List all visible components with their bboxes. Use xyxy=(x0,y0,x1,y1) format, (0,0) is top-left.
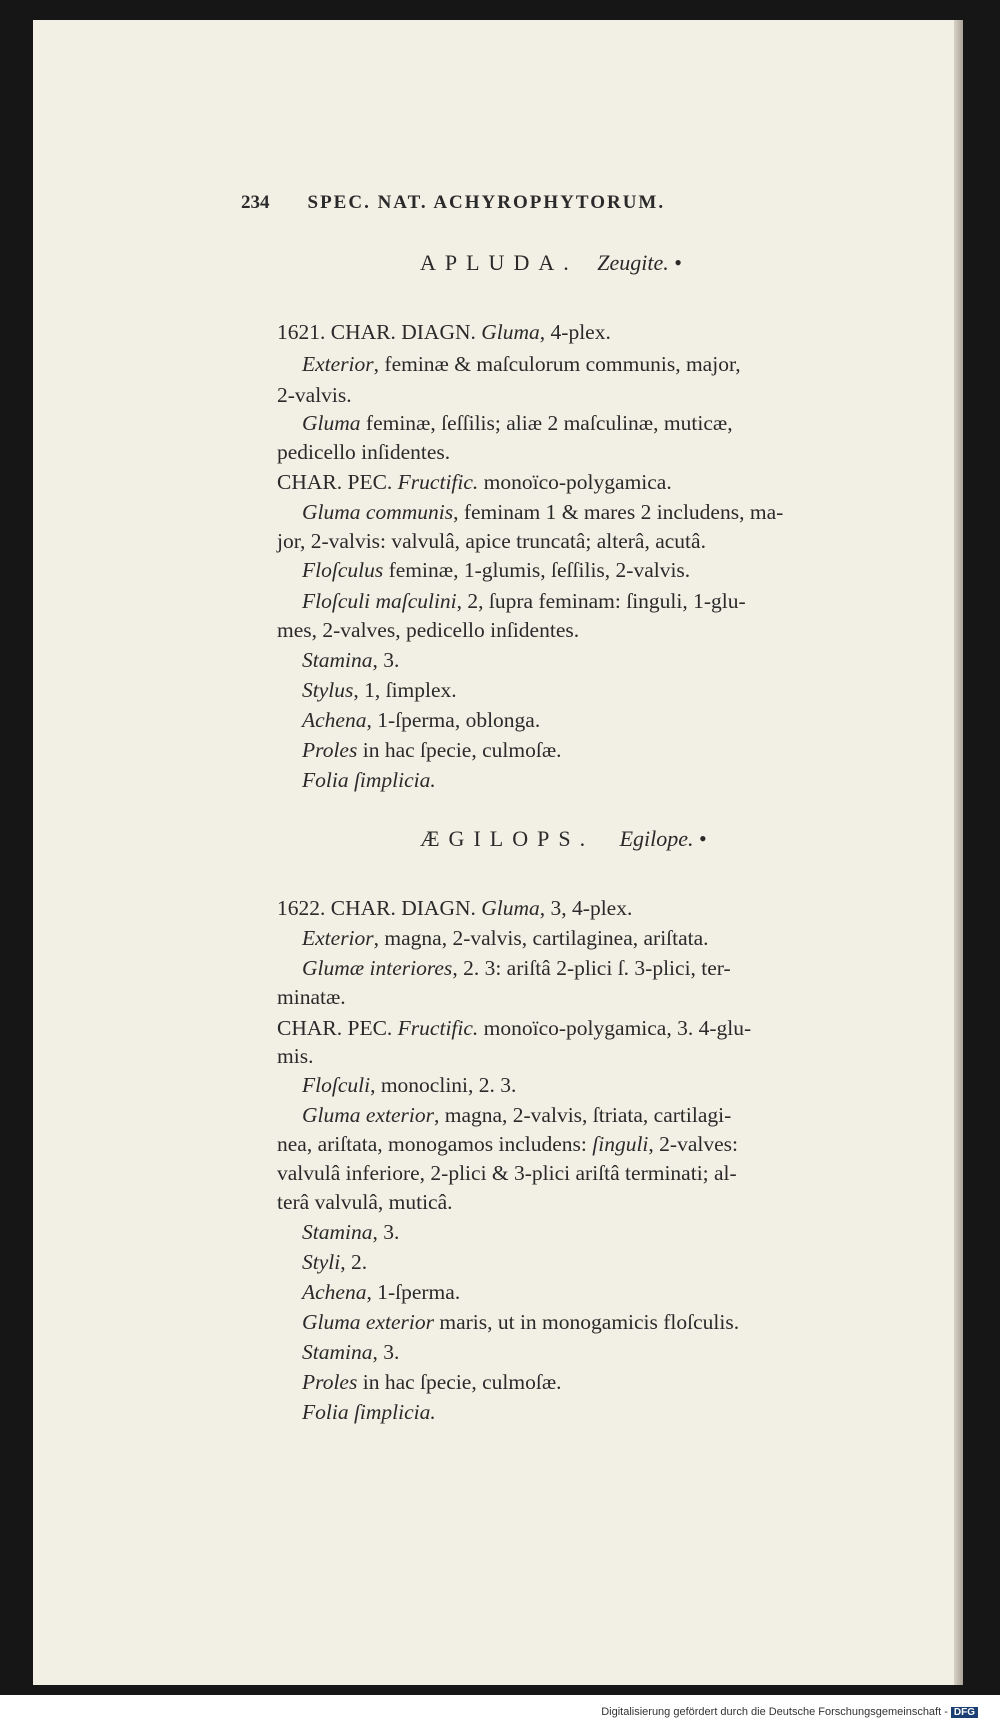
text-segment: pedicello inſidentes. xyxy=(277,440,451,464)
text-line xyxy=(302,354,741,376)
italic-segment: Styli xyxy=(302,1250,341,1274)
text-segment: CHAR. PEC. xyxy=(277,1016,398,1040)
text-segment: nea, ariſtata, monogamos includens: xyxy=(277,1132,593,1156)
italic-segment: Stylus xyxy=(302,678,354,702)
italic-segment: Gluma xyxy=(481,896,540,920)
text-segment: monoïco-polygamica, 3. 4-glu- xyxy=(478,1016,752,1040)
text-segment: feminæ, 1-glumis, ſeſſilis, 2-valvis. xyxy=(383,558,691,582)
italic-segment: Stamina xyxy=(302,1340,373,1364)
text-line xyxy=(302,740,562,762)
text-line xyxy=(302,680,457,702)
italic-segment: Gluma xyxy=(481,320,540,344)
italic-segment: Folia ſimplicia. xyxy=(302,768,436,792)
text-line xyxy=(302,1105,731,1127)
text-line xyxy=(277,620,579,642)
italic-segment: Fructific. xyxy=(397,470,479,494)
text-line xyxy=(277,385,352,407)
text-segment: jor, 2-valvis: valvulâ, apice truncatâ; alterâ, acutâ. xyxy=(277,529,706,553)
text-line xyxy=(277,1192,453,1214)
italic-segment: Floſculus xyxy=(302,558,384,582)
text-segment: , 1, ſimplex. xyxy=(353,678,457,702)
text-line xyxy=(277,898,632,920)
text-segment: , 2-valves: xyxy=(648,1132,738,1156)
text-line xyxy=(277,531,706,553)
italic-segment: Gluma exterior xyxy=(302,1103,434,1127)
text-segment: monoïco-polygamica. xyxy=(478,470,672,494)
text-segment: in hac ſpecie, culmoſæ. xyxy=(357,1370,562,1394)
text-line xyxy=(302,1282,460,1304)
italic-segment: Gluma communis xyxy=(302,500,454,524)
text-segment: terâ valvulâ, muticâ. xyxy=(277,1190,453,1214)
italic-segment: Achena xyxy=(302,708,367,732)
text-segment: , 2. xyxy=(340,1250,368,1274)
marker: • xyxy=(674,250,682,275)
text-line xyxy=(302,770,436,792)
italic-segment: Floſculi xyxy=(302,1073,371,1097)
text-segment: , 2. 3: ariſtâ 2-plici ſ. 3-plici, ter- xyxy=(452,956,731,980)
text-line xyxy=(277,1134,738,1156)
text-segment: valvulâ inferiore, 2-plici & 3-plici ariſtâ terminati; al- xyxy=(277,1161,737,1185)
page-number: 234 xyxy=(241,192,270,213)
text-line xyxy=(277,987,346,1009)
text-segment: maris, ut in monogamicis floſculis. xyxy=(433,1310,740,1334)
text-line xyxy=(302,413,733,435)
dfg-logo: DFG xyxy=(951,1707,978,1718)
italic-segment: Folia ſimplicia. xyxy=(302,1400,436,1424)
text-line xyxy=(302,560,690,582)
italic-segment: Proles xyxy=(302,1370,358,1394)
text-segment: , 3, 4-plex. xyxy=(539,896,633,920)
text-segment: 2-valvis. xyxy=(277,383,352,407)
text-segment: feminæ, ſeſſilis; aliæ 2 maſculinæ, muticæ, xyxy=(360,411,733,435)
text-segment: , 2, ſupra feminam: ſinguli, 1-glu- xyxy=(456,589,746,613)
italic-segment: Stamina xyxy=(302,648,373,672)
running-head xyxy=(241,193,665,212)
text-line xyxy=(302,650,399,672)
genus-name: ÆGILOPS. xyxy=(420,826,595,851)
italic-segment: ſinguli xyxy=(592,1132,649,1156)
genus-name: APLUDA. xyxy=(420,250,578,275)
text-segment: 1621. CHAR. DIAGN. xyxy=(277,320,482,344)
italic-segment: Exterior xyxy=(302,926,374,950)
page-edge xyxy=(954,20,963,1685)
italic-segment: Fructific. xyxy=(397,1016,479,1040)
running-title: SPEC. NAT. ACHYROPHYTORUM. xyxy=(307,192,666,213)
text-line xyxy=(302,1312,739,1334)
text-segment: , magna, 2-valvis, cartilaginea, ariſtata. xyxy=(373,926,709,950)
digitization-credit xyxy=(601,1706,978,1718)
text-line xyxy=(302,958,731,980)
italic-segment: Floſculi maſculini xyxy=(302,589,457,613)
text-line xyxy=(277,322,611,344)
text-segment: , 3. xyxy=(372,648,400,672)
marker: • xyxy=(699,826,707,851)
text-line xyxy=(302,1222,399,1244)
italic-segment: Achena xyxy=(302,1280,367,1304)
text-line xyxy=(302,1342,399,1364)
text-line xyxy=(277,1046,313,1068)
text-line xyxy=(302,1372,562,1394)
text-line xyxy=(277,1163,737,1185)
text-segment: , magna, 2-valvis, ſtriata, cartilagi- xyxy=(433,1103,732,1127)
text-segment: , 4-plex. xyxy=(539,320,611,344)
text-segment: mes, 2-valves, pedicello inſidentes. xyxy=(277,618,580,642)
italic-segment: Proles xyxy=(302,738,358,762)
vernacular-name: Zeugite. xyxy=(597,250,669,275)
genus-heading-apluda xyxy=(420,252,682,274)
text-segment: 1622. CHAR. DIAGN. xyxy=(277,896,482,920)
text-segment: , feminæ & maſculorum communis, major, xyxy=(373,352,741,376)
genus-heading-aegilops xyxy=(420,828,707,850)
text-segment: CHAR. PEC. xyxy=(277,470,398,494)
text-segment: , 3. xyxy=(372,1220,400,1244)
text-line xyxy=(302,710,540,732)
text-segment: , monoclini, 2. 3. xyxy=(370,1073,517,1097)
text-segment: , 1-ſperma, oblonga. xyxy=(366,708,541,732)
text-line xyxy=(302,1075,516,1097)
italic-segment: Glumæ interiores xyxy=(302,956,453,980)
text-segment: mis. xyxy=(277,1044,314,1068)
text-line xyxy=(277,1018,751,1040)
italic-segment: Stamina xyxy=(302,1220,373,1244)
italic-segment: Gluma xyxy=(302,411,361,435)
vernacular-name: Egilope. xyxy=(619,826,694,851)
text-segment: , 1-ſperma. xyxy=(366,1280,461,1304)
credit-text: Digitalisierung gefördert durch die Deutsche Forschungsgemeinschaft - xyxy=(601,1706,948,1718)
text-segment: minatæ. xyxy=(277,985,346,1009)
text-segment: , feminam 1 & mares 2 includens, ma- xyxy=(453,500,784,524)
text-segment: in hac ſpecie, culmoſæ. xyxy=(357,738,562,762)
text-line xyxy=(302,1402,436,1424)
text-line xyxy=(277,442,450,464)
text-line xyxy=(277,472,672,494)
italic-segment: Gluma exterior xyxy=(302,1310,434,1334)
text-line xyxy=(302,591,746,613)
text-segment: , 3. xyxy=(372,1340,400,1364)
text-line xyxy=(302,1252,367,1274)
italic-segment: Exterior xyxy=(302,352,374,376)
text-line xyxy=(302,928,709,950)
text-line xyxy=(302,502,783,524)
